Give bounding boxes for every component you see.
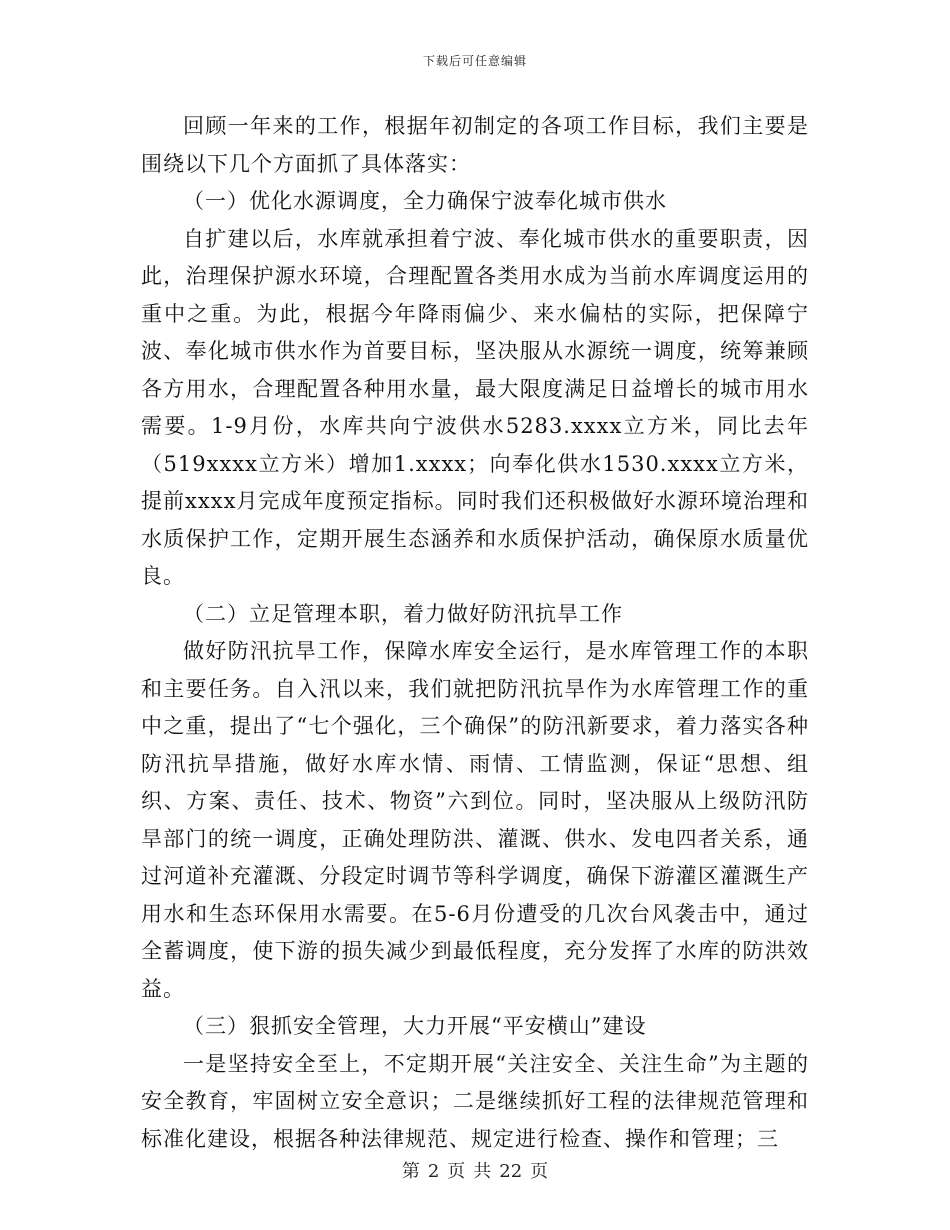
total-page-count: 22 [499,1161,523,1182]
footer-di: 第 [401,1161,420,1182]
paragraph-safety: 一是坚持安全至上，不定期开展“关注安全、关注生命”为主题的安全教育，牢固树立安全意识；二是继续抓好工程的法律规范管理和标准化建设，根据各种法律规范、规定进行检查、操作和管理；三 [141,1051,809,1151]
document-body [141,108,809,1158]
footer-ye: 页 [447,1161,466,1182]
page-footer [0,1157,950,1183]
paragraph-water-supply: 自扩建以后，水库就承担着宁波、奉化城市供水的重要职责，因此，治理保护源水环境，合理配置各类用水成为当前水库调度运用的重中之重。为此，根据今年降雨偏少、来水偏枯的实际，把保障宁波、奉化城市供水作为首要目标，坚决服从水源统一调度，统筹兼顾各方用水，合理配置各种用水量，最大限度满足日益增长的城市用水需要。1-9月份，水库共向宁波供水5283.xxxx立方米，同比去年（519xxxx立方米）增加1.xxxx；向奉化供水1530.xxxx立方米，提前xxxx月完成年度预定指标。同时我们还积极做好水源环境治理和水质保护工作，定期开展生态涵养和水质保护活动，确保原水质量优良。 [141,226,809,588]
section-heading-2: （二）立足管理本职，着力做好防汛抗旱工作 [183,601,623,626]
page-header: 下载后可任意编辑 [422,54,527,68]
section-heading-3: （三）狠抓安全管理，大力开展“平安横山”建设 [183,1014,647,1038]
current-page-number: 2 [427,1161,440,1182]
paragraph-flood-control: 做好防汛抗旱工作，保障水库安全运行，是水库管理工作的本职和主要任务。自入汛以来，我们就把防汛抗旱作为水库管理工作的重中之重，提出了“七个强化，三个确保”的防汛新要求，着力落实各种防汛抗旱措施，做好水库水情、雨情、工情监测，保证“思想、组织、方案、责任、技术、物资”六到位。同时，坚决服从上级防汛防旱部门的统一调度，正确处理防洪、灌溉、供水、发电四者关系，通过河道补充灌溉、分段定时调节等科学调度，确保下游灌区灌溉生产用水和生态环保用水需要。在5-6月份遭受的几次台风袭击中，通过全蓄调度，使下游的损失减少到最低程度，充分发挥了水库的防洪效益。 [141,639,809,1001]
footer-ye-end: 页 [530,1161,549,1182]
paragraph-intro: 回顾一年来的工作，根据年初制定的各项工作目标，我们主要是围绕以下几个方面抓了具体落实： [141,114,809,176]
footer-gong: 共 [473,1161,492,1182]
section-heading-1: （一）优化水源调度，全力确保宁波奉化城市供水 [183,189,667,213]
